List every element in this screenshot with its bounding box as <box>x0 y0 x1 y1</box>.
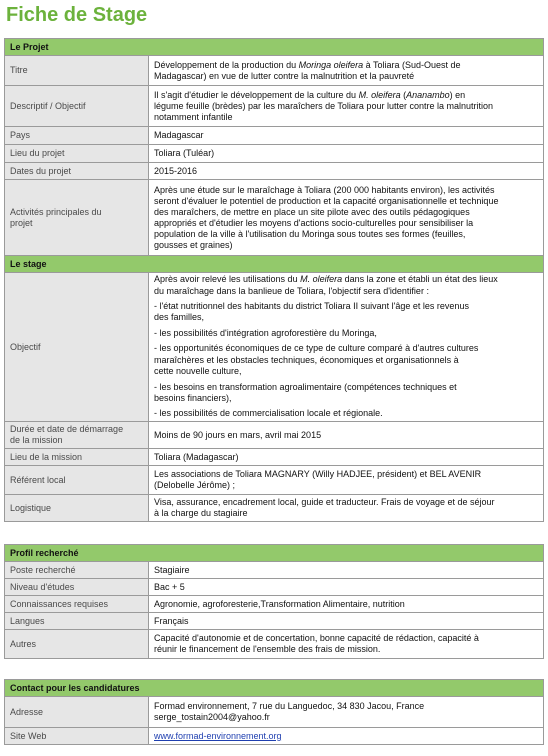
row-descriptif <box>5 86 544 127</box>
label-pays: Pays <box>5 127 149 145</box>
label-titre: Titre <box>5 56 149 86</box>
row-adresse <box>5 697 544 728</box>
value-niveau: Bac + 5 <box>149 579 544 596</box>
value-logistique: Visa, assurance, encadrement local, guide et traducteur. Frais de voyage et de séjour à la charge du stagiaire <box>149 495 544 522</box>
row-site-web <box>5 728 544 745</box>
label-connaissances: Connaissances requises <box>5 596 149 613</box>
value-duree: Moins de 90 jours en mars, avril mai 2015 <box>149 422 544 449</box>
row-activites <box>5 180 544 256</box>
value-site-web <box>149 728 544 745</box>
label-site-web: Site Web <box>5 728 149 745</box>
page-title: Fiche de Stage <box>6 4 148 26</box>
row-niveau <box>5 579 544 596</box>
row-lieu-mission <box>5 449 544 466</box>
label-logistique: Logistique <box>5 495 149 522</box>
section-header-stage: Le stage <box>5 256 544 273</box>
label-poste: Poste recherché <box>5 562 149 579</box>
value-descriptif: Il s'agit d'étudier le développement de la culture du M. oleifera (Ananambo) en légume feuille (brèdes) par les maraîchers de Toliara pour lutter contre la malnutrition notamment infantile <box>149 86 544 127</box>
value-langues: Français <box>149 613 544 630</box>
label-dates-projet: Dates du projet <box>5 163 149 180</box>
website-link[interactable]: www.formad-environnement.org <box>154 730 282 741</box>
value-adresse: Formad environnement, 7 rue du Languedoc, 34 830 Jacou, France serge_tostain2004@yahoo.fr <box>149 697 544 728</box>
value-poste: Stagiaire <box>149 562 544 579</box>
section-header-profil: Profil recherché <box>5 545 544 562</box>
section-header-contact: Contact pour les candidatures <box>5 680 544 697</box>
label-referent: Référent local <box>5 466 149 495</box>
row-titre <box>5 56 544 86</box>
value-dates-projet: 2015-2016 <box>149 163 544 180</box>
row-connaissances <box>5 596 544 613</box>
row-dates-projet <box>5 163 544 180</box>
value-referent: Les associations de Toliara MAGNARY (Willy HADJEE, président) et BEL AVENIR (Delobelle Jérôme) ; <box>149 466 544 495</box>
label-langues: Langues <box>5 613 149 630</box>
label-activites: Activités principales du projet <box>5 180 149 256</box>
row-autres <box>5 630 544 659</box>
label-duree: Durée et date de démarrage de la mission <box>5 422 149 449</box>
label-lieu-projet: Lieu du projet <box>5 145 149 163</box>
email-address: serge_tostain2004@yahoo.fr <box>154 712 270 722</box>
row-referent <box>5 466 544 495</box>
row-langues <box>5 613 544 630</box>
value-pays: Madagascar <box>149 127 544 145</box>
row-duree <box>5 422 544 449</box>
value-connaissances: Agronomie, agroforesterie,Transformation Alimentaire, nutrition <box>149 596 544 613</box>
value-autres: Capacité d'autonomie et de concertation, bonne capacité de rédaction, capacité à réunir le financement de l'ensemble des frais de mission. <box>149 630 544 659</box>
row-lieu-projet <box>5 145 544 163</box>
row-pays <box>5 127 544 145</box>
profil-table <box>4 544 544 659</box>
value-objectif: Après avoir relevé les utilisations du M. oleifera dans la zone et établi un état des lieux du maraîchage dans la banlieue de Toliara, l'objectif sera d'identifier : - l'état nutritionnel des habitants du district Toliara II suivant l'âge et les revenus des familles, - les possibilités d'intégration agroforestière du Moringa, - les opportunités économiques de ce type de culture comparé à d'autres cultures maraîchères et les obstacles techniques, économiques et organisationnels à cette nouvelle culture, - les besoins en transformation agroalimentaire (compétences techniques et besoins financiers), - les possibilités de commercialisation locale et régionale. <box>149 273 544 422</box>
row-objectif <box>5 273 544 422</box>
label-adresse: Adresse <box>5 697 149 728</box>
row-logistique <box>5 495 544 522</box>
value-lieu-mission: Toliara (Madagascar) <box>149 449 544 466</box>
label-autres: Autres <box>5 630 149 659</box>
projet-stage-table <box>4 38 544 522</box>
label-niveau: Niveau d'études <box>5 579 149 596</box>
row-poste <box>5 562 544 579</box>
contact-table <box>4 679 544 745</box>
label-objectif: Objectif <box>5 273 149 422</box>
label-descriptif: Descriptif / Objectif <box>5 86 149 127</box>
value-titre: Développement de la production du Moringa oleifera à Toliara (Sud-Ouest de Madagascar) en vue de lutter contre la malnutrition et la pauvreté <box>149 56 544 86</box>
value-lieu-projet: Toliara (Tuléar) <box>149 145 544 163</box>
label-lieu-mission: Lieu de la mission <box>5 449 149 466</box>
section-header-projet: Le Projet <box>5 39 544 56</box>
value-activites: Après une étude sur le maraîchage à Toliara (200 000 habitants environ), les activités seront d'évaluer le potentiel de production et la capacité organisationnelle et technique des maraîchers, de mettre en place un site pilote avec des outils pédagogiques appropriés et d'étudier les moyens d'actions socio-culturelles pour sensibiliser la population de la ville à l'utilisation du Moringa sous toutes ses formes (feuilles, gousses et graines) <box>149 180 544 256</box>
